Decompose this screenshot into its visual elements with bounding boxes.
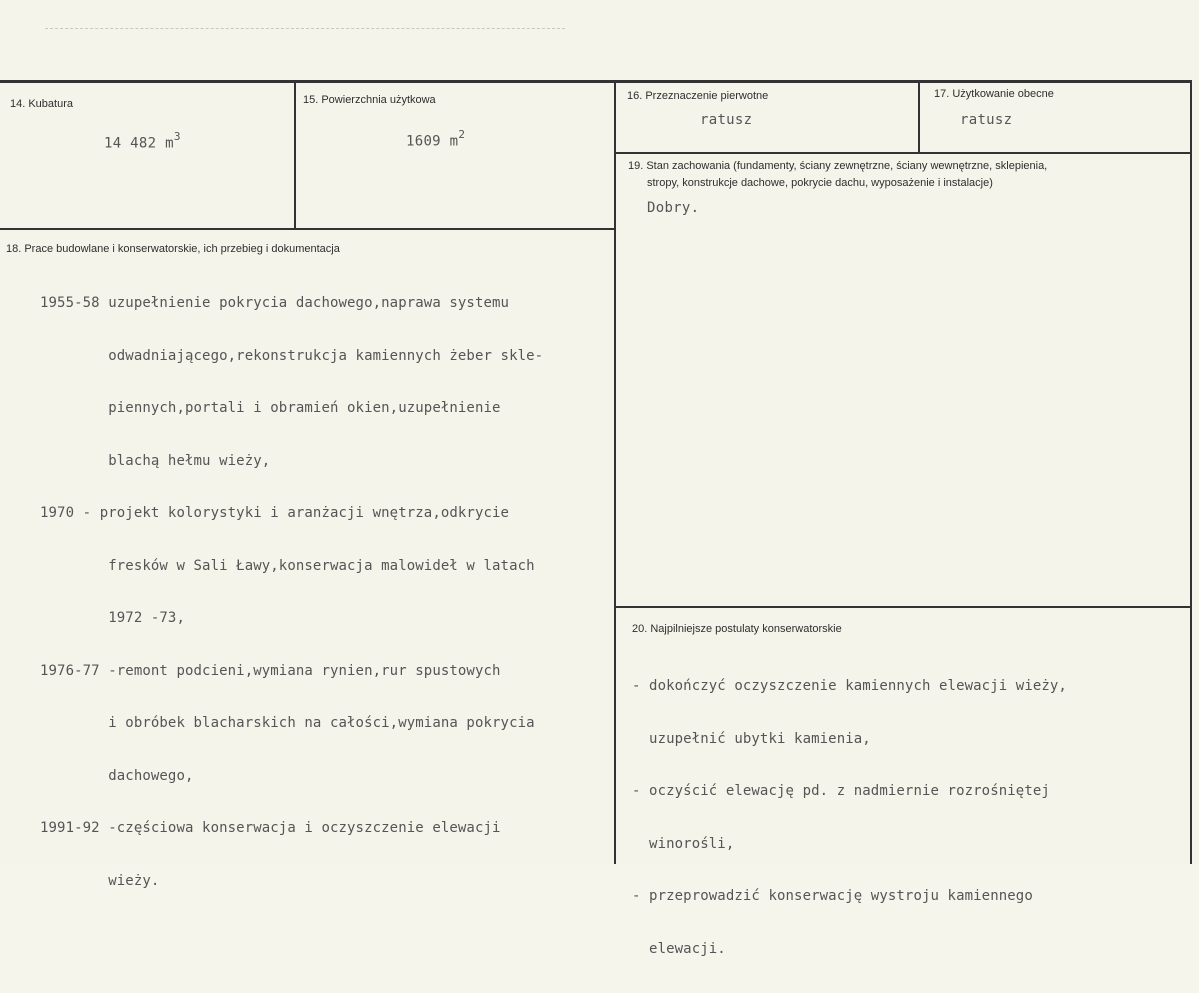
przeznaczenie-value: ratusz — [700, 112, 753, 128]
faint-top-line — [45, 28, 565, 29]
stan-label-line2: stropy, konstrukcje dachowe, pokrycie dachu, wyposażenie i instalacje) — [647, 177, 993, 189]
kubatura-label: 14. Kubatura — [10, 98, 73, 110]
prace-label: 18. Prace budowlane i konserwatorskie, ich przebieg i dokumentacja — [6, 243, 340, 255]
divider-16-17 — [918, 83, 920, 153]
przeznaczenie-label: 16. Przeznaczenie pierwotne — [627, 90, 769, 102]
postulat-line: - dokończyć oczyszczenie kamiennych elewacji wieży, — [632, 678, 1067, 694]
divider-14-15 — [294, 83, 296, 230]
divider-15-16 — [614, 83, 616, 864]
prace-line: 1970 - projekt kolorystyki i aranżacji wnętrza,odkrycie — [40, 505, 510, 521]
prace-line: 1991-92 -częściowa konserwacja i oczyszczenie elewacji — [40, 820, 501, 836]
postulaty-text — [632, 643, 1067, 993]
postulat-line: elewacji. — [632, 940, 726, 957]
prace-line: 1972 -73, — [40, 610, 185, 626]
prace-text — [40, 260, 543, 925]
powierzchnia-unit-power: 2 — [458, 128, 466, 141]
kubatura-unit-power: 3 — [173, 130, 181, 143]
postulat-line: - przeprowadzić konserwację wystroju kamiennego — [632, 888, 1033, 904]
postulat-line: winorośli, — [632, 835, 735, 852]
rule-above-20 — [616, 606, 1192, 608]
prace-line: dachowego, — [40, 767, 194, 784]
prace-line: odwadniającego,rekonstrukcja kamiennych żeber skle- — [40, 347, 544, 364]
powierzchnia-label: 15. Powierzchnia użytkowa — [303, 94, 436, 106]
powierzchnia-value: 1609 $m^2$ — [406, 128, 466, 150]
rule-under-16-17 — [616, 152, 1192, 154]
uzytkowanie-label: 17. Użytkowanie obecne — [934, 88, 1054, 100]
rule-under-14-15 — [0, 228, 616, 230]
top-rule — [0, 80, 1192, 83]
stan-label-line1: 19. Stan zachowania (fundamenty, ściany zewnętrzne, ściany wewnętrzne, sklepienia, — [628, 160, 1048, 172]
prace-line: 1955-58 uzupełnienie pokrycia dachowego,naprawa systemu — [40, 295, 510, 311]
right-border — [1190, 80, 1192, 864]
prace-line: fresków w Sali Ławy,konserwacja malowideł w latach — [40, 557, 535, 574]
prace-line: piennych,portali i obramień okien,uzupełnienie — [40, 400, 501, 416]
postulaty-label: 20. Najpilniejsze postulaty konserwatorskie — [632, 623, 842, 635]
prace-line: 1976-77 -remont podcieni,wymiana rynien,rur spustowych — [40, 662, 501, 679]
prace-line: i obróbek blacharskich na całości,wymiana pokrycia — [40, 715, 535, 731]
kubatura-value: 14 482 $m^3$ — [104, 130, 181, 152]
prace-line: blachą hełmu wieży, — [40, 452, 271, 469]
postulat-line: uzupełnić ubytki kamienia, — [632, 730, 871, 747]
postulat-line: - oczyścić elewację pd. z nadmiernie rozrośniętej — [632, 783, 1050, 799]
uzytkowanie-value: ratusz — [960, 112, 1013, 128]
stan-value: Dobry. — [647, 200, 700, 216]
prace-line: wieży. — [40, 872, 160, 889]
